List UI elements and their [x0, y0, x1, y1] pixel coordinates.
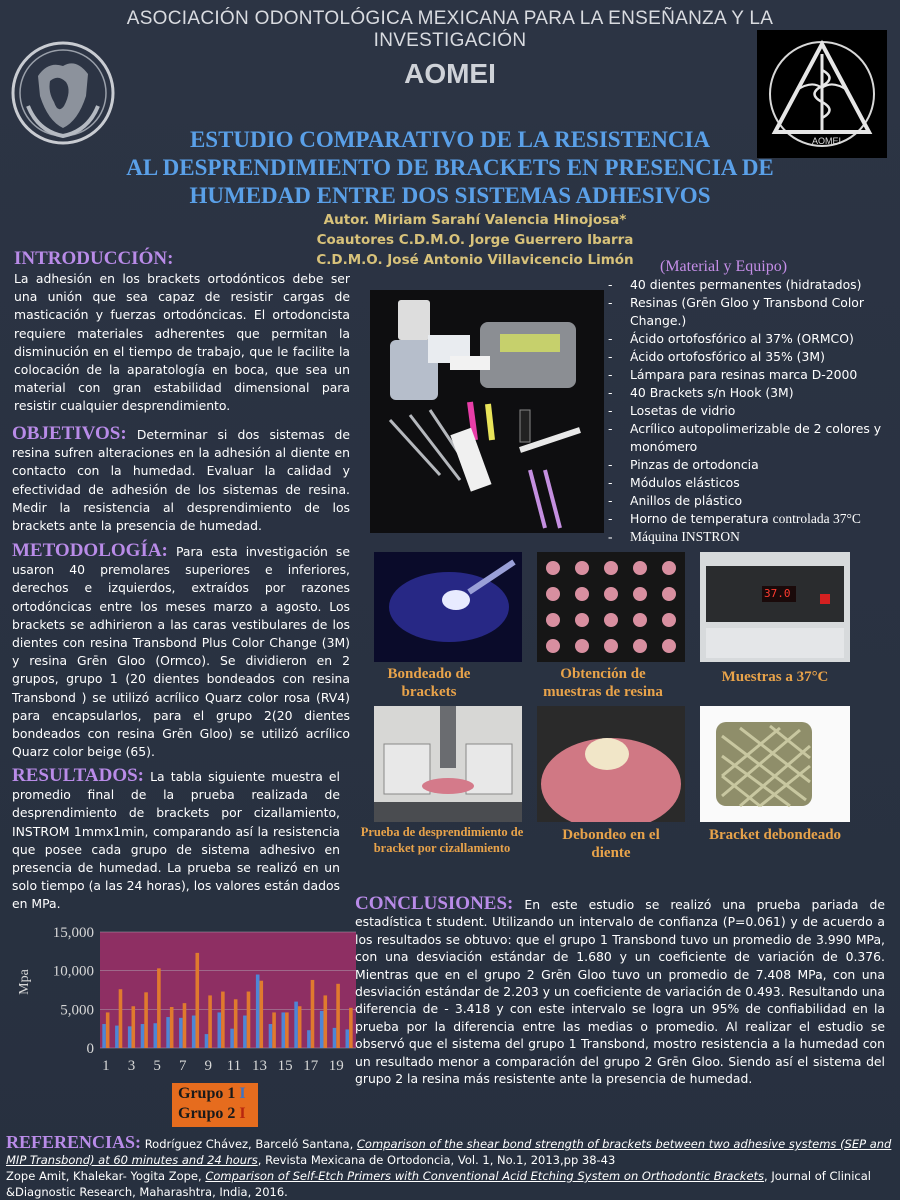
photo-debondeo-art: [537, 706, 685, 822]
material-item: - Módulos elásticos: [606, 474, 894, 492]
photo-muestras-resina: [537, 552, 685, 662]
bar-grupo-1: [307, 1030, 311, 1048]
photo-debondeo: [537, 706, 685, 822]
y-tick-label: 15,000: [52, 925, 94, 941]
material-item: - Resinas (Grēn Gloo y Transbond Color Change.): [606, 294, 894, 330]
coauthor-2: C.D.M.O. José Antonio Villavicencio Limón: [316, 252, 634, 268]
resin-sample: [546, 639, 560, 653]
resin-sample: [575, 613, 589, 627]
bar-grupo-2: [144, 992, 148, 1048]
materials-photo-art: [370, 290, 604, 533]
bar-grupo-2: [349, 1008, 353, 1048]
ref1-authors: Rodríguez Chávez, Barceló Santana,: [144, 1137, 354, 1151]
x-tick-label: 3: [127, 1058, 136, 1074]
resin-sample: [575, 587, 589, 601]
material-list-wrapper: [606, 276, 894, 546]
bar-grupo-1: [205, 1034, 209, 1048]
bar-grupo-1: [230, 1029, 234, 1048]
bar-grupo-1: [333, 1028, 337, 1048]
chart-y-ticks: [53, 925, 94, 1057]
x-tick-label: 19: [328, 1058, 344, 1074]
conclusiones-heading: CONCLUSIONES:: [355, 893, 514, 914]
bar-grupo-2: [272, 1012, 276, 1048]
objetivos-heading: OBJETIVOS:: [12, 423, 127, 444]
resin-sample: [662, 587, 676, 601]
photo-prueba-art: [374, 706, 522, 822]
bar-grupo-2: [195, 953, 199, 1048]
legend-grupo-2-marker: I: [239, 1105, 246, 1122]
resin-sample: [575, 639, 589, 653]
bar-grupo-1: [269, 1024, 273, 1048]
section-metodologia: [12, 542, 350, 761]
resin-sample: [546, 561, 560, 575]
x-tick-label: 9: [204, 1058, 213, 1074]
materials-photo: [370, 290, 604, 533]
caption-bracket: Bracket debondeado: [708, 827, 842, 843]
poster-title: [120, 126, 780, 210]
referencias-heading: REFERENCIAS:: [6, 1132, 142, 1152]
bar-grupo-2: [221, 992, 225, 1048]
aomei-logo-text: AOMEI: [812, 136, 842, 146]
bar-grupo-2: [336, 984, 340, 1048]
bar-grupo-2: [131, 1006, 135, 1048]
bar-grupo-1: [154, 1023, 158, 1048]
bar-grupo-2: [119, 989, 123, 1048]
material-item: - 40 Brackets s/n Hook (3M): [606, 384, 894, 402]
bar-grupo-2: [259, 981, 263, 1048]
section-introduccion: [14, 248, 350, 416]
bar-grupo-2: [170, 1007, 174, 1048]
introduccion-heading: INTRODUCCIÓN:: [14, 248, 174, 269]
section-referencias: [6, 1134, 894, 1200]
bar-grupo-1: [192, 1016, 196, 1048]
material-item-horno-a: Horno de temperatura: [630, 511, 769, 526]
bar-grupo-2: [234, 999, 238, 1048]
photo-horno: [700, 552, 850, 662]
caption-muestras-resina: Obtención de muestras de resina: [543, 666, 663, 700]
organization-acronym: AOMEI: [404, 58, 496, 89]
x-tick-label: 17: [303, 1058, 319, 1074]
photo-horno-art: [700, 552, 850, 662]
resin-sample: [546, 613, 560, 627]
chart-legend: [172, 1083, 258, 1127]
bar-grupo-1: [243, 1016, 247, 1048]
legend-grupo-1-label: Grupo 1: [178, 1085, 236, 1102]
objetivos-text: Determinar si dos sistemas de resina sufren alteraciones en la adhesión al diente en contacto con la humedad. Evaluar la calidad y efectividad de adhesión de los sistemas de resina. Medir la resistencia al desprendimiento de los brackets ante la presencia de humedad.: [12, 427, 350, 534]
material-item-horno: [606, 510, 894, 528]
y-tick-label: 10,000: [52, 963, 94, 980]
legend-grupo-2-label: Grupo 2: [178, 1105, 236, 1122]
bar-grupo-2: [311, 980, 315, 1048]
photo-bracket-debondeado: [700, 706, 850, 822]
conclusiones-text: En este estudio se realizó una prueba pariada de estadística t student. Utilizando un intervalo de confianza (P=0.061) y de acuerdo a los resultados se obtuvo: que el grupo 1 Transbond tuvo un promedio de 3.990 MPa, con una desviación estándar de 1.680 y un coeficiente de variación de 0.376. Mientras que en el grupo 2 Grēn Gloo tuvo un promedio de 7.408 MPa, con una desviación estándar de 2.203 y un coeficiente de variación de 0.493. Resultando una diferencia de - 3.418 y con este intervalo se logra un 95% de confiabilidad en la prueba por la diferencia entre las medias o promedio. Al realizar el estudio se observó que el sistema del grupo 1 Transbond, mostro resistencia a la humedad con un resultado menor a comparación del grupo 2 Grēn Gloo. Siendo así el sistema del grupo 2 la resina más resistente ante la presencia de humedad.: [355, 897, 885, 1087]
bar-grupo-1: [115, 1026, 119, 1048]
ref2-title: Comparison of Self-Etch Primers with Conventional Acid Etching System on Orthodontic Brackets: [205, 1169, 765, 1183]
ref2-authors: Zope Amit, Khalekar- Yogita Zope,: [6, 1169, 202, 1183]
legend-grupo-1-marker: I: [239, 1085, 246, 1102]
results-bar-chart: [10, 924, 360, 1084]
bar-grupo-2: [247, 992, 251, 1048]
resin-sample: [604, 561, 618, 575]
organization-name: ASOCIACIÓN ODONTOLÓGICA MEXICANA PARA LA ENSEÑANZA Y LA INVESTIGACIÓN: [126, 8, 774, 51]
resin-sample: [662, 639, 676, 653]
caption-prueba: Prueba de desprendimiento de bracket por cizallamiento: [360, 825, 524, 855]
ref1-source: , Revista Mexicana de Ortodoncia, Vol. 1, No.1, 2013,pp 38-43: [257, 1153, 616, 1167]
bar-grupo-1: [218, 1012, 222, 1048]
chart-plot-area: [100, 932, 356, 1048]
y-tick-label: 5,000: [60, 1002, 94, 1019]
title-line-1: ESTUDIO COMPARATIVO DE LA RESISTENCIA: [189, 127, 711, 152]
horno-display: 37.0: [764, 587, 791, 600]
resin-sample: [633, 561, 647, 575]
x-tick-label: 7: [178, 1058, 187, 1074]
photo-muestras-art: [537, 552, 685, 662]
resin-sample: [546, 587, 560, 601]
material-item: - Anillos de plástico: [606, 492, 894, 510]
x-tick-label: 1: [102, 1058, 110, 1074]
material-item: - Lámpara para resinas marca D-2000: [606, 366, 894, 384]
resin-sample: [604, 639, 618, 653]
bar-grupo-1: [179, 1018, 183, 1048]
author-main: Autor. Miriam Sarahí Valencia Hinojosa*: [323, 212, 627, 228]
ref2-source: , Journal of Clinical &Diagnostic Research, Maharashtra, India, 2016.: [6, 1169, 871, 1199]
material-item: - Ácido ortofosfórico al 35% (3M): [606, 348, 894, 366]
material-item-instron: - Máquina INSTRON: [606, 528, 894, 546]
resin-sample: [604, 613, 618, 627]
resin-sample: [633, 639, 647, 653]
caption-bondeado: Bondeado de brackets: [387, 666, 471, 700]
resultados-text: La tabla siguiente muestra el promedio final de la prueba realizada de desprendimiento de brackets por cizallamiento, INSTROM 1mmx1min, comparando así la resistencia que posee cada grupo de sistema adhesivo en presencia de humedad. La prueba se realizó en un solo tiempo (a las 24 horas), los valores están dados en MPa.: [12, 769, 340, 912]
bar-grupo-2: [208, 995, 212, 1048]
material-item-horno-b: controlada 37°C: [772, 511, 861, 526]
metodologia-heading: METODOLOGÍA:: [12, 540, 168, 561]
chart-y-axis-label: Mpa: [17, 969, 32, 995]
section-objetivos: [12, 425, 350, 535]
bar-grupo-2: [157, 968, 161, 1048]
resin-sample: [633, 613, 647, 627]
title-line-2: AL DESPRENDIMIENTO DE BRACKETS EN PRESENCIA DE: [126, 155, 774, 180]
bar-grupo-2: [323, 995, 327, 1048]
material-list: [606, 276, 894, 510]
bar-grupo-1: [141, 1024, 145, 1048]
title-line-3: HUMEDAD ENTRE DOS SISTEMAS ADHESIVOS: [189, 183, 711, 208]
bar-grupo-1: [102, 1024, 106, 1048]
photo-bracket-art: [700, 706, 850, 822]
unam-crest-logo: [8, 36, 118, 151]
legend-grupo-2: [178, 1105, 246, 1123]
photo-bondeado-art: [374, 552, 522, 662]
section-resultados: [12, 767, 340, 914]
metodologia-text: Para esta investigación se usaron 40 premolares superiores e inferiores, derechos e izquierdos, extraídos por razones ortodóncicas entre los meses marzo a agosto. Los brackets se adhirieron a las caras vestibulares de los dientes con resina Transbond Plus Color Change (3M) y resina Grēn Gloo (Ormco). Se dividieron en 2 grupos, grupo 1 (20 dientes bondeados con resina Transbond ) se utilizó acrílico Quarz color rosa (RV4) para encapsularlos, para el grupo 2(20 dientes bondeados con resina Grēn Gloo) se utilizó acrílico Quarz color beige (65).: [12, 544, 350, 760]
x-tick-label: 11: [226, 1058, 242, 1074]
resin-sample: [662, 561, 676, 575]
material-item: - Losetas de vidrio: [606, 402, 894, 420]
y-tick-label: 0: [86, 1041, 94, 1057]
bar-grupo-1: [346, 1029, 350, 1048]
introduccion-text: La adhesión en los brackets ortodónticos debe ser una unión que sea capaz de resistir cargas de masticación y fuerzas ortodóncicas. El ortodoncista requiere materiales adherentes que permitan la disminución en el tiempo de trabajo, que le facilite la colocación de la aparatología en boca, que sea un material con gran estabilidad dimensional para resistir cualquier desprendimiento.: [14, 271, 350, 414]
bar-grupo-1: [294, 1002, 298, 1048]
bar-grupo-1: [282, 1012, 286, 1048]
resin-sample: [604, 587, 618, 601]
bar-grupo-2: [183, 1003, 187, 1048]
resultados-heading: RESULTADOS:: [12, 765, 144, 786]
section-conclusiones: [355, 895, 885, 1087]
bar-grupo-1: [128, 1026, 132, 1048]
caption-debondeo: Debondeo en el diente: [562, 827, 660, 861]
bar-grupo-2: [106, 1012, 110, 1048]
resin-sample: [575, 561, 589, 575]
coauthor-1: Coautores C.D.M.O. Jorge Guerrero Ibarra: [316, 232, 634, 248]
chart-x-ticks: [102, 1058, 344, 1074]
bar-grupo-2: [285, 1012, 289, 1048]
resin-sample: [633, 587, 647, 601]
material-item: - 40 dientes permanentes (hidratados): [606, 276, 894, 294]
material-item: - Acrílico autopolimerizable de 2 colores y monómero: [606, 420, 894, 456]
material-item: - Pinzas de ortodoncia: [606, 456, 894, 474]
material-list-extra: [606, 510, 894, 546]
bar-grupo-2: [298, 1006, 302, 1048]
resin-sample: [662, 613, 676, 627]
bar-grupo-1: [320, 1011, 324, 1048]
x-tick-label: 5: [153, 1058, 161, 1074]
caption-muestras-37: Muestras a 37°C: [721, 669, 829, 685]
ref1-title: Comparison of the shear bond strength of brackets between two adhesive systems (SEP and MIP Transbond) at 60 minutes and 24 hours: [6, 1137, 892, 1167]
material-item: - Ácido ortofosfórico al 37% (ORMCO): [606, 330, 894, 348]
x-tick-label: 13: [251, 1058, 267, 1074]
photo-prueba-cizallamiento: [374, 706, 522, 822]
x-tick-label: 15: [277, 1058, 293, 1074]
material-heading: (Material y Equipo): [660, 258, 788, 275]
bar-grupo-1: [166, 1017, 170, 1048]
legend-grupo-1: [178, 1085, 246, 1103]
photo-bondeado: [374, 552, 522, 662]
bar-grupo-1: [256, 975, 260, 1048]
